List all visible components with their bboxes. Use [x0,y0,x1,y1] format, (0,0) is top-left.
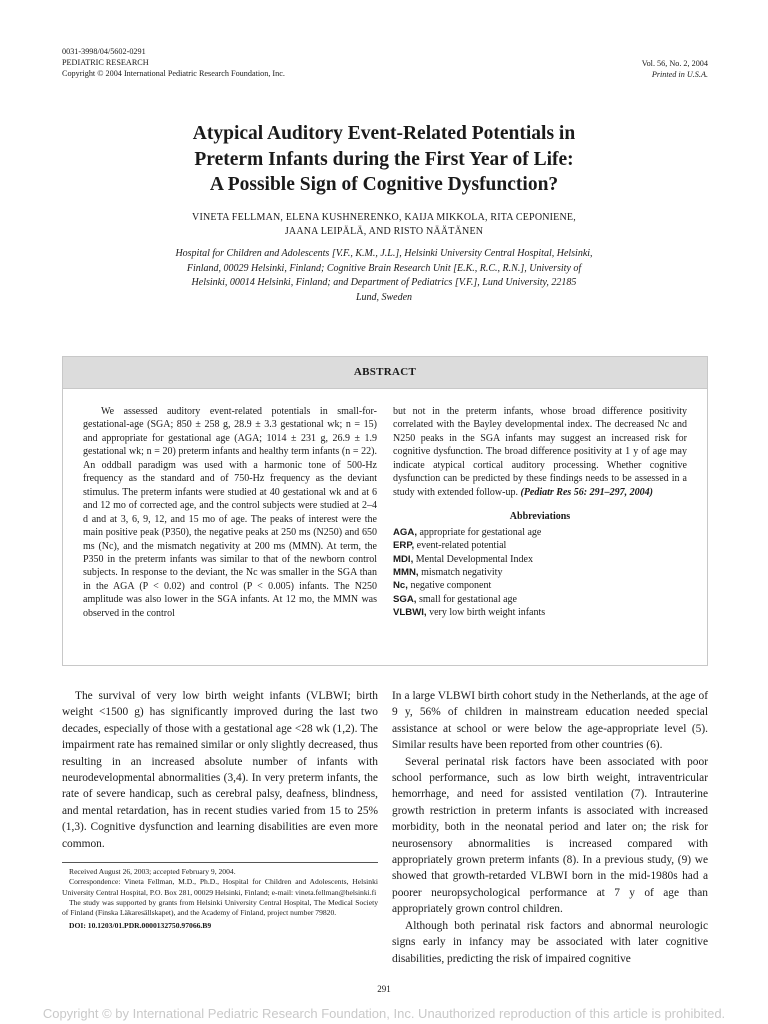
title-line: A Possible Sign of Cognitive Dysfunction? [209,174,559,195]
footnote-rule [62,862,378,863]
abbreviation-definition: event-related potential [416,540,507,552]
body-paragraph: In a large VLBWI birth cohort study in the Netherlands, at the age of 9 y, 56% of children in mainstream education needed special assistance at school or were below the age-appropriate level (5). Similar results have been reported from other countries (6). [392,690,708,752]
abbreviation-definition: small for gestational age [418,593,517,605]
abstract-right-column [393,405,687,620]
abstract-left-column [83,405,377,620]
abbreviation-item [393,539,687,552]
body-paragraph: Although both perinatal risk factors and abnormal neurologic signs early in infancy may be associated with later cognitive disabilities, predicting the risk of impaired cognitive [392,919,708,965]
abbreviation-term: AGA, [393,526,417,538]
abbreviation-definition: appropriate for gestational age [419,526,542,538]
journal-header [62,46,285,79]
abbreviation-item [393,606,687,619]
abbreviation-term: Nc, [393,580,408,592]
page-number: 291 [377,984,391,994]
volume-info [642,58,708,80]
abstract-text-left: We assessed auditory event-related potentials in small-for-gestational-age (SGA; 850 ± 258 g, 28.9 ± 3.3 gestational wk; n = 15) and appropriate for gestational age (AGA; 1014 ± 231 g, 26.9 ± 1.9 gestational wk; n = 20) preterm infants and healthy term infants (n = 22). An oddball paradigm was used with a harmonic tone of 500-Hz frequency as the standard and of 750-Hz frequency as the deviant stimulus. The preterm infants were studied at 40 gestational wk and at 6 and 12 mo of corrected age, and the control subjects were studied at 2–4 d and at 3, 6, 9, 12, and 15 mo of age. The peaks of interest were the main positive peak (P350), the negative peaks at 250 ms (N250) and 650 ms (Nc), and the mismatch negativity at 200 ms (MMN). At term, the P350 in the preterm infants was similar to that of the newborn control subjects. In response to the deviant, the Nc was smaller in the SGA than in the AGA (P < 0.02) and control (P < 0.005) infants. The N250 amplitude was also lower in the SGA infants. At 12 mo, the MMN was observed in the control [83,406,377,619]
abbreviation-definition: mismatch negativity [421,566,503,578]
abbreviations-list [393,526,687,620]
volume-line: Vol. 56, No. 2, 2004 [641,59,708,68]
journal-copyright: Copyright © 2004 International Pediatric Research Foundation, Inc. [62,69,285,78]
author-line: JAANA LEIPÄLÄ, AND RISTO NÄÄTÄNEN [284,226,484,237]
author-line: VINETA FELLMAN, ELENA KUSHNERENKO, KAIJA MIKKOLA, RITA CEPONIENE, [192,212,576,223]
abbreviation-item [393,526,687,539]
abbreviation-definition: Mental Developmental Index [415,553,533,565]
footnote-support: The study was supported by grants from Helsinki University Central Hospital, The Medical Society of Finland (Finska Läkaresällskapet), and the Academy of Finland, project number 79820. [62,897,378,918]
footnote-received: Received August 26, 2003; accepted February 9, 2004. [69,867,236,876]
author-list [60,211,708,239]
abbreviation-term: VLBWI, [393,607,427,619]
abbreviation-term: MDI, [393,553,414,565]
body-paragraph: The survival of very low birth weight infants (VLBWI; birth weight <1500 g) has significantly improved during the last two decades, especially of those with a gestational age <28 wk (1,2). The impairment rate has remained similar or only slightly decreased, thus resulting in an increased absolute number of infants with neurodevelopmental abnormalities (3,4). In very preterm infants, the rate of severe handicap, such as cerebral palsy, deafness, blindness, and mental retardation, has in recent studies varied from 15 to 25% (1,3). Cognitive dysfunction and learning disabilities are even more common. [62,690,378,850]
copyright-watermark: Copyright © by International Pediatric Research Foundation, Inc. Unauthorized reproduction of this article is prohibited. [42,1006,726,1021]
abbreviation-definition: very low birth weight infants [429,607,546,619]
abstract-citation: (Pediatr Res 56: 291–297, 2004) [520,486,653,498]
abbreviation-item [393,566,687,579]
body-paragraph: Several perinatal risk factors have been associated with poor school performance, such as low birth weight, intraventricular hemorrhage, and need for assisted ventilation (7). Intrauterine growth restriction in preterm infants is associated with increased morbidity, both in the neonatal period and later on; the risk for neurosensory abnormalities is increased compared with appropriately grown preterm infants (8). In a previous study, (9) we showed that growth-retarded VLBWI born in the mid-1980s had a poorer neuropsychological performance at 7 y of age than appropriately grown control children. [392,755,708,916]
abbreviation-item [393,579,687,592]
title-line: Preterm Infants during the First Year of Life: [194,148,574,170]
footnotes [62,867,378,932]
affiliation-line: Hospital for Children and Adolescents [V.F., K.M., J.L.], Helsinki University Central Hospital, Helsinki, [175,248,593,259]
abbreviation-term: SGA, [393,593,417,605]
abbreviation-item [393,553,687,566]
abstract-text-right-body: but not in the preterm infants, whose broad difference positivity correlated with the Bayley developmental index. The decreased Nc and N250 peaks in the SGA infants may suggest an increased risk for cognitive dysfunction. The broad difference positivity at 1 y of age may indicate atypical cortical auditory processing. Whether cognitive dysfunction can be predicted by these findings needs to be assessed in a study with extended follow-up. [393,406,687,498]
issn-line: 0031-3998/04/5602-0291 [62,47,146,56]
affiliation-line: Finland, 00029 Helsinki, Finland; Cognitive Brain Research Unit [E.K., R.C., R.N.], University of [186,262,582,274]
affiliation-line: Lund, Sweden [355,291,413,303]
abbreviation-term: ERP, [393,540,415,552]
affiliations [90,247,678,305]
footnote-doi: DOI: 10.1203/01.PDR.0000132750.97066.B9 [69,921,212,931]
body-right-column [392,688,708,967]
abbreviations-title: Abbreviations [509,511,571,523]
article-title [60,121,708,198]
abbreviation-definition: negative component [410,580,492,592]
printed-line: Printed in U.S.A. [651,70,708,79]
abstract-text-right [393,405,687,499]
title-line: Atypical Auditory Event-Related Potentials in [192,123,576,144]
abbreviation-item [393,593,687,606]
abbreviation-term: MMN, [393,566,419,578]
affiliation-line: Helsinki, 00014 Helsinki, Finland; and Department of Pediatrics [V.F.], Lund University, 22185 [191,277,577,288]
journal-name: PEDIATRIC RESEARCH [62,58,149,67]
footnote-correspondence: Correspondence: Vineta Fellman, M.D., Ph.D., Hospital for Children and Adolescents, Helsinki University Central Hospital, P.O. Box 281, 00029 Helsinki, Finland; e-mail: vineta.fellman@helsinki.fi [62,877,378,897]
body-left-column [62,688,378,852]
abstract-heading: ABSTRACT [62,356,708,389]
